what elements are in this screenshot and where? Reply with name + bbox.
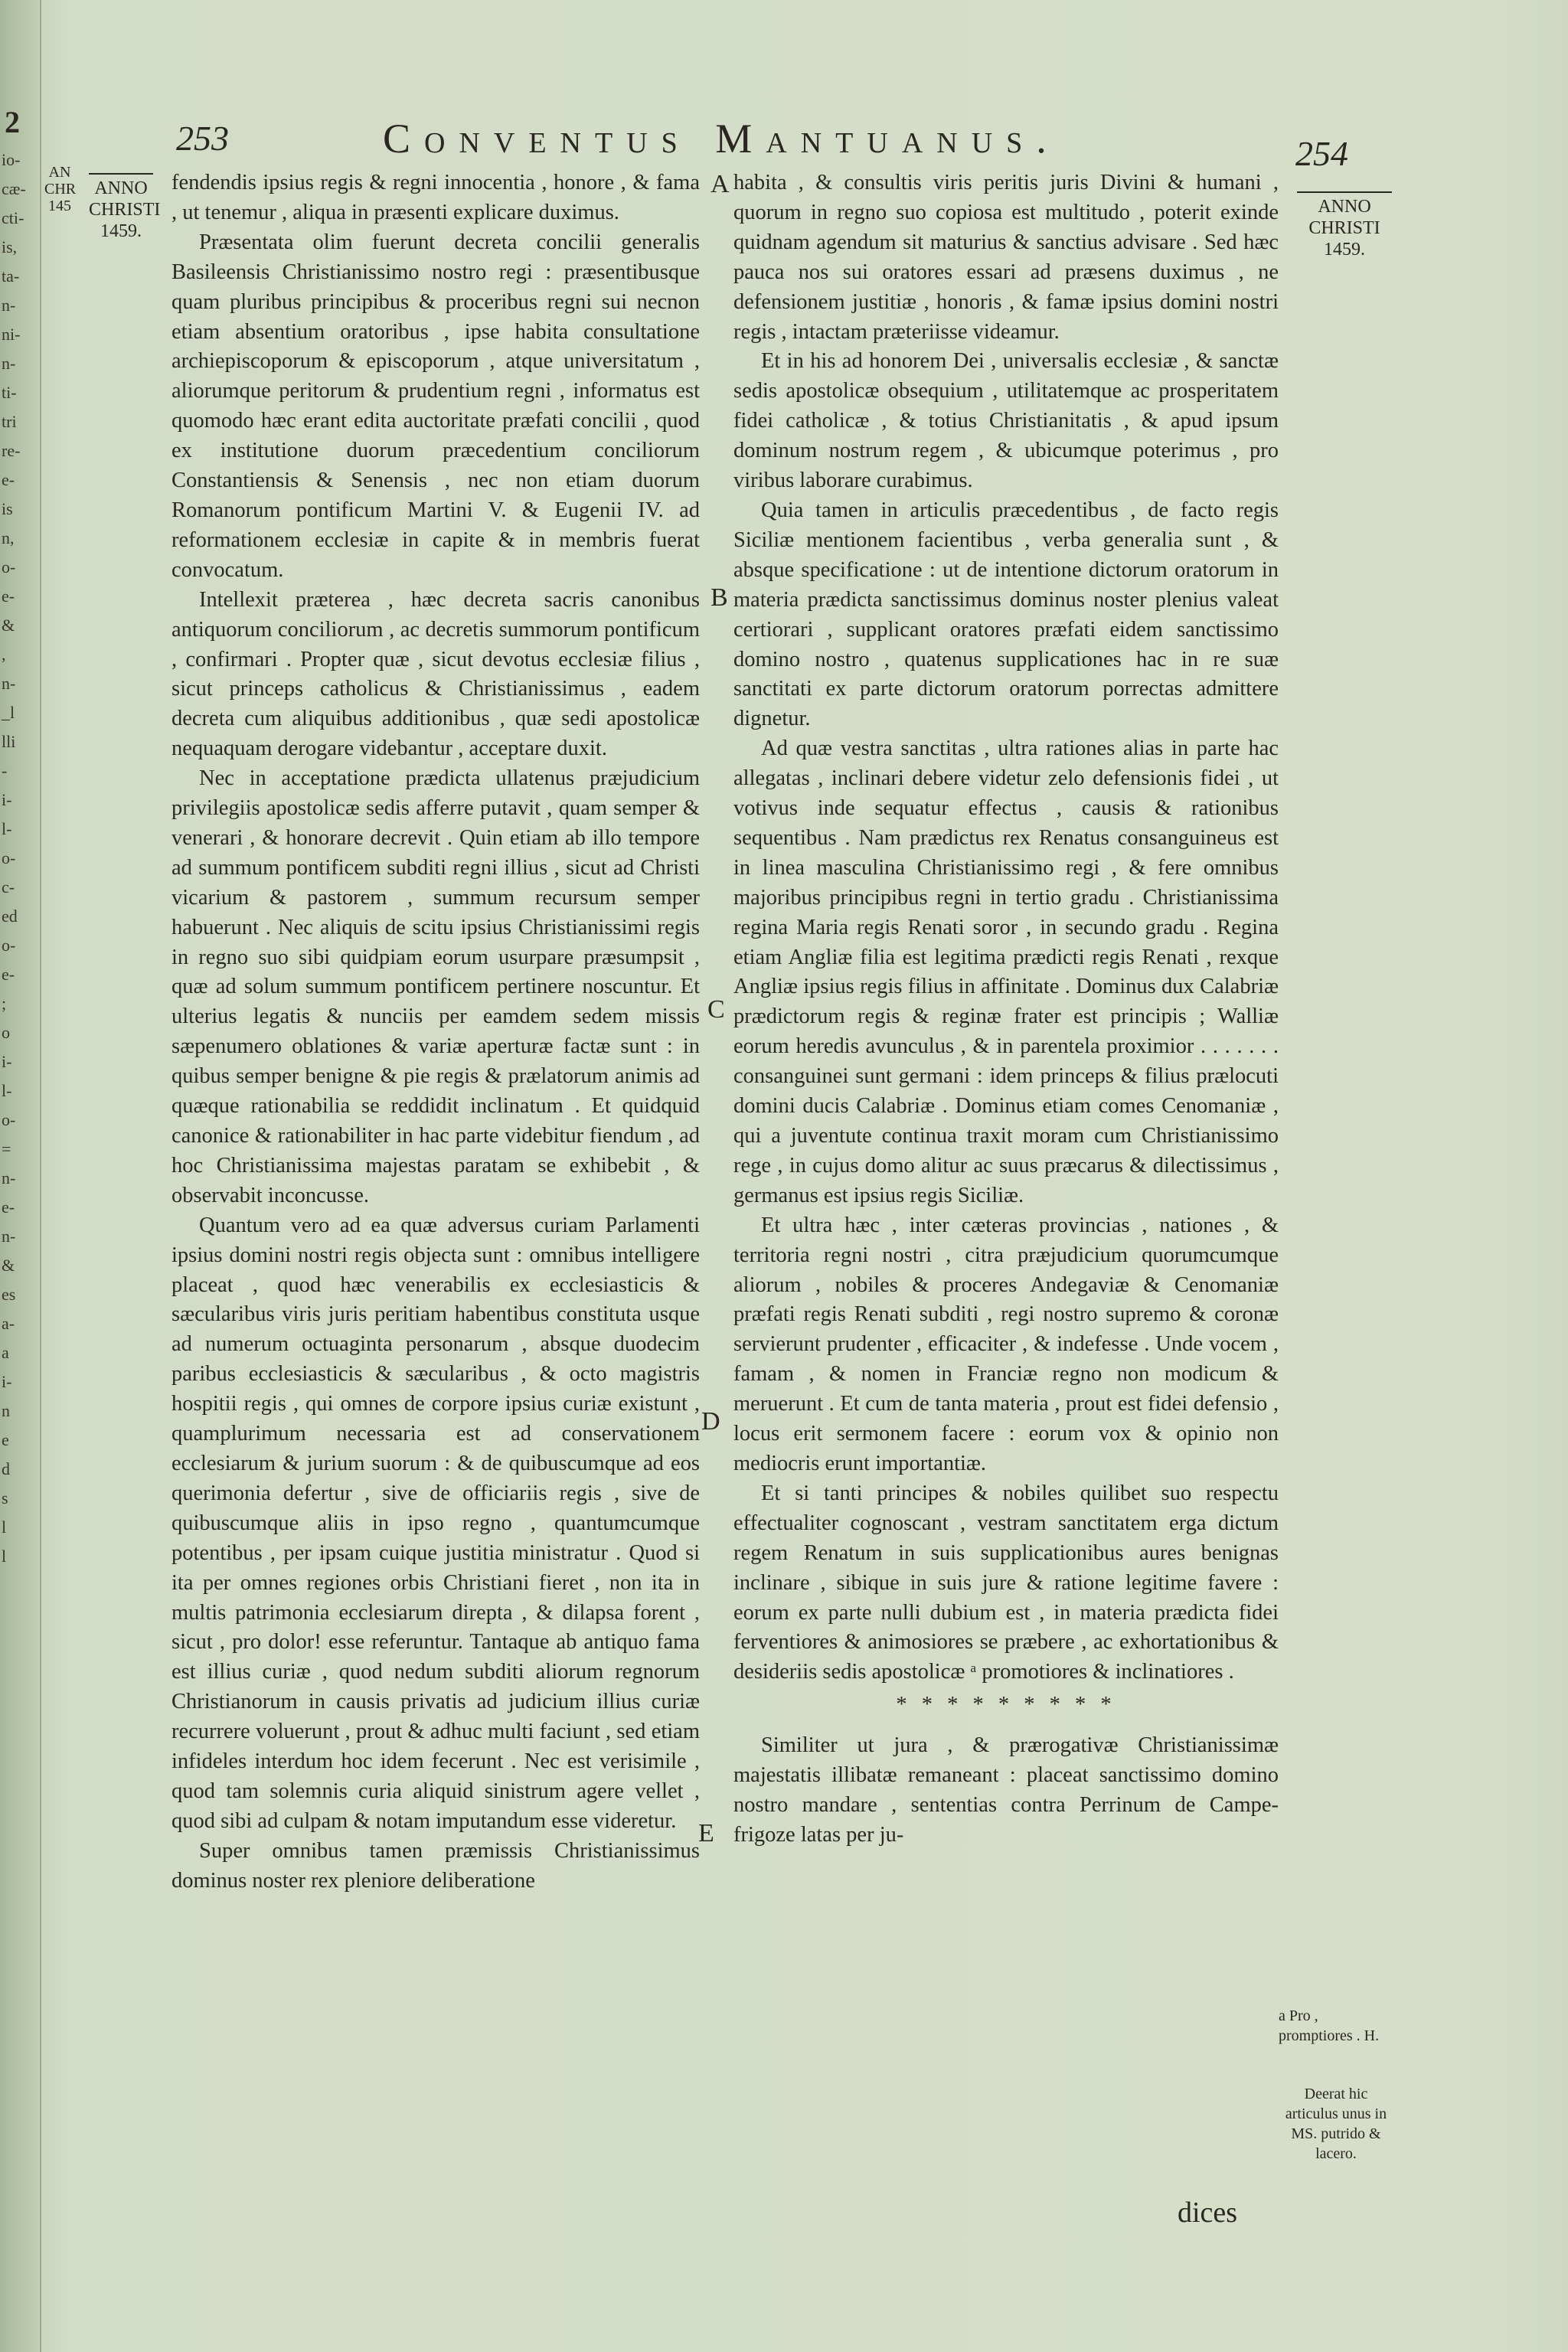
- previous-page-fragment: n: [2, 1401, 10, 1420]
- previous-page-fragment: l: [2, 1547, 7, 1566]
- section-letter-a: A: [710, 170, 730, 198]
- prev-anno: AN: [48, 164, 71, 181]
- prev-year: 145: [48, 198, 71, 214]
- previous-page-margin-year: [44, 164, 75, 214]
- previous-page-fragment: o-: [2, 557, 16, 577]
- previous-page-fragment: lli: [2, 732, 16, 751]
- previous-page-fragment: o-: [2, 936, 16, 955]
- previous-page-fragment: o-: [2, 848, 16, 867]
- previous-page-fragment: i-: [2, 790, 12, 809]
- previous-page-fragment: is,: [2, 237, 18, 256]
- left-text-column: [172, 168, 700, 1896]
- previous-page-fragment: i-: [2, 1052, 12, 1071]
- previous-page-fragment: ed: [2, 906, 18, 926]
- previous-page-fragment: a: [2, 1343, 9, 1362]
- previous-page-fragment: e-: [2, 965, 15, 984]
- previous-page-fragment: l-: [2, 1081, 12, 1100]
- year-label: 1459.: [1324, 240, 1365, 260]
- paragraph: habita , & consultis viris peritis juris Divini & humani , quorum in regno suo copiosa est multitudo , poterit exinde quidnam agendum sit maturius & sanctius advisare . Sed hæc pauca nos sui oratores essari ad præsens duximus , ne defensionem justitiæ , honoris , & famæ ipsius domini nostri regis , intactam præteriisse videamur.: [733, 171, 1279, 344]
- previous-page-fragment: &: [2, 616, 15, 635]
- lacuna-asterisks: * * * * * * * * *: [896, 1693, 1116, 1717]
- paragraph: Super omnibus tamen præmissis Christianissimus dominus noster rex pleniore deliberatione: [172, 1838, 700, 1893]
- previous-page-fragment: io-: [2, 150, 21, 169]
- previous-page-fragment: n-: [2, 296, 16, 315]
- margin-year-right: [1297, 191, 1392, 260]
- paragraph: Nec in acceptatione prædicta ullatenus præjudicium privilegiis apostolicæ sedis afferre putavit , quam semper & venerari , & honorare decrevit . Quin etiam ab illo tempore ad summum pontificem subditi regni illius , sicut ad Christi vicarium & pastorem , summum recursum semper habuerunt . Nec aliquis de scitu ipsius Christianissimi regis in regno suo sibi quidpiam eorum usurpare præsumpsit , quæ ad solum summum pontificem pertinere noscuntur. Et ulterius legatis & nunciis per eamdem sedem missis sæpenumero oblationes & variæ aperturæ factæ sunt : in quibus semper benigne & pie regis & prælatorum animis ad quæque rationabilia se reddidit inclinatum . Et quidquid canonice & rationabiliter in hac parte videbitur fiendum , ad hoc Christianissima majestas paratam se exhibebit , & observabit inconcusse.: [172, 766, 700, 1207]
- lacuna-note: Deerat hic articulus unus in MS. putrido & lacero.: [1285, 2086, 1387, 2162]
- section-letter-c: C: [707, 995, 725, 1024]
- anno-label: ANNO: [94, 178, 148, 198]
- footnote-a: a Pro , promptiores . H.: [1279, 2007, 1380, 2044]
- previous-page-fragment: d: [2, 1459, 10, 1478]
- paragraph: Et ultra hæc , inter cæteras provincias , nationes , & territoria regni nostri , citra præjudicium quorumcumque aliorum , nobiles & proceres Andegaviæ & Cenomaniæ præfati regis Renati subditi , regi nostro supremo & coronæ servierunt prudenter , efficaciter , & indefesse . Unde vocem , famam , & nomen in Franciæ regno non modicum & meruerunt . Et cum de tanta materia , prout est fidei defensio , locus erit sermonem facere : eorum vox & opinio non mediocris erunt importantiæ.: [733, 1213, 1279, 1475]
- previous-page-fragment: tri: [2, 412, 17, 431]
- previous-page-fragment: &: [2, 1256, 15, 1275]
- previous-page-fragment: cæ-: [2, 179, 26, 198]
- margin-year-left: [89, 173, 161, 242]
- prev-christi: CHR: [44, 181, 77, 198]
- previous-page-edge: [0, 0, 41, 2352]
- previous-page-fragment: n-: [2, 674, 16, 693]
- previous-page-fragment: e-: [2, 470, 15, 489]
- section-letter-d: D: [701, 1407, 720, 1436]
- paragraph: Præsentata olim fuerunt decreta concilii generalis Basileensis Christianissimo nostro regi : præsentibusque quam pluribus principibus & proceribus regni sui necnon etiam absentium oratoribus , ipse habita consultatione archiepiscoporum & episcoporum , atque universitatum , aliorumque peritorum & prudentium regni , informatus est quomodo hæc erant edita auctoritate præfati concilii , quod ex institutione duorum præcedentium conciliorum Constantiensis & Senensis , nec non etiam duorum Romanorum pontificum Martini V. & Eugenii IV. ad reformationem ecclesiæ in capite & in membris fuerat convocatum.: [172, 230, 700, 582]
- previous-page-fragment: e-: [2, 586, 15, 606]
- previous-page-fragment: i-: [2, 1372, 12, 1391]
- paragraph: Ad quæ vestra sanctitas , ultra rationes alias in parte hac allegatas , inclinari debere videtur zelo defensionis fidei , ut votivus inde sequatur effectus , causis & rationibus sequentibus . Nam prædictus rex Renatus consanguineus est in linea masculina Christianissimo regi , & fere omnibus majoribus principibus regni in tertio gradu . Christianissima regina Maria regis Renati soror , in secundo gradu . Regina etiam Angliæ filia est legitima prædicti regis Renati , rexque Angliæ ipsius regis filius in affinitate . Dominus dux Calabriæ prædictorum regis & reginæ frater est principis ; Walliæ eorum heredis avunculus , & in parentela proximior . . . . . . . consanguinei sunt germani : idem princeps & filius prælocuti domini ducis Calabriæ . Dominus etiam comes Cenomaniæ , qui a juventute continua traxit moram cum Christianissimo rege , in cujus domo alitur ac suus præcarus & dilectissimus , germanus est ipsius regis Siciliæ.: [733, 737, 1279, 1207]
- previous-page-fragment: ;: [2, 994, 7, 1013]
- paragraph: Quantum vero ad ea quæ adversus curiam Parlamenti ipsius domini nostri regis objecta sunt : omnibus intelligere placeat , quod hæc venerabilis ex ecclesiasticis & sæcularibus viris juris peritiam habentibus constituta usque ad numerum octuaginta personarum , absque duodecim paribus ecclesiasticis & sæcularibus , & octo magistris hospitii regis , qui omnes de corpore ipsius curiæ existunt , quamplurimum necessaria est ad conservationem ecclesiarum & jurium suorum : & de quibuscumque ad eos querimonia defertur , sive de officiariis regis , sive de quibuscumque aliis in ipso regno , quantumcumque potentibus , per ipsam cuique justitia ministratur . Quod si ita per omnes regiones orbis Christiani fieret , non ita in multis patrimonia ecclesiarum direpta , & dilapsa forent , sicut , pro dolor! esse referuntur. Tantaque ab antiquo fama est illius curiæ , quod nedum subditi aliorum regnorum Christianorum in causis privatis ad judicium illius curiæ recurrere voluerunt , prout & adhuc multi faciunt , sed etiam infideles interdum hoc idem fecerunt . Nec est verisimile , quod tam solemnis curia aliquid sinistrum agere vellet , quod sibi ad culpam & notam imputandum esse videretur.: [172, 1213, 700, 1833]
- section-letter-b: B: [710, 583, 728, 612]
- previous-page-fragment: =: [2, 1139, 11, 1158]
- previous-page-fragment: n,: [2, 528, 15, 547]
- previous-page-fragment: n-: [2, 1227, 16, 1246]
- left-page-number: 253: [176, 119, 229, 158]
- previous-page-fragment: s: [2, 1488, 8, 1508]
- paragraph: Similiter ut jura , & prærogativæ Christianissimæ majestatis illibatæ remaneant : placeat sanctissimo domino nostro mandare , sententias contra Perrinum de Campe-frigoze latas per ju-: [733, 1733, 1279, 1847]
- previous-page-fragment: l-: [2, 819, 12, 838]
- section-letter-e: E: [698, 1819, 714, 1847]
- catchword: dices: [1178, 2197, 1238, 2229]
- previous-page-fragment: e-: [2, 1197, 15, 1217]
- previous-page-fragment: ,: [2, 645, 6, 664]
- paragraph: fendendis ipsius regis & regni innocentia , honore , & fama , ut tenemur , aliqua in præsenti explicare duximus.: [172, 171, 700, 224]
- previous-page-fragment: n-: [2, 1168, 16, 1187]
- previous-page-fragment: re-: [2, 441, 21, 460]
- page-title: Conventus Mantuanus.: [383, 116, 1060, 162]
- paragraph: Quia tamen in articulis præcedentibus , de facto regis Siciliæ mentionem facientibus , verba generalia sunt , & absque specificatione : ut de intentione dictorum oratorum in materia prædicta sanctissimus dominus noster plenius valeat certiorari , supplicant oratores præfati eidem sanctissimo domino nostro , quatenus supplicationes hac in re suæ sanctitati ex parte dictorum oratorum porrectas admittere dignetur.: [733, 498, 1279, 731]
- christi-label: CHRISTI: [1308, 218, 1380, 238]
- previous-page-fragment: o-: [2, 1110, 16, 1129]
- previous-page-fragment: es: [2, 1285, 16, 1304]
- right-text-column: [733, 168, 1279, 1851]
- previous-page-fragment: cti-: [2, 208, 24, 227]
- previous-page-fragment: n-: [2, 354, 16, 373]
- previous-page-fragment: -: [2, 761, 8, 780]
- previous-page-fragment: _l: [2, 703, 15, 722]
- previous-page-fragment: a-: [2, 1314, 15, 1333]
- paragraph: Intellexit præterea , hæc decreta sacris canonibus antiquorum conciliorum , ac decretis summorum pontificum , confirmari . Propter quæ , sicut devotus ecclesiæ filius , sicut princeps catholicus & Christianissimus , eadem decreta cum aliquibus additionibus , quæ sedi apostolicæ nequaquam derogare videbantur , acceptare duxit.: [172, 587, 700, 761]
- running-head: [77, 115, 1531, 176]
- anno-label: ANNO: [1318, 197, 1371, 217]
- previous-page-number: 2: [5, 105, 20, 139]
- previous-page-fragment: ni-: [2, 325, 21, 344]
- previous-page-fragment: c-: [2, 877, 15, 897]
- previous-page-fragment: l: [2, 1517, 7, 1537]
- paragraph: Et si tanti principes & nobiles quilibet suo respectu effectualiter cognoscant , vestram sanctitatem erga dictum regem Renatum in suis supplicationibus aures benignas inclinare , sibique in suis jure & ratione legitime favere : eorum ex parte nulli dubium est , in materia prædicta fidei ferventiores & animosiores se præbere , ac exhortationibus & desideriis sedis apostolicæ ᵃ promotiores & inclinatiores .: [733, 1481, 1279, 1684]
- christi-label: CHRISTI: [89, 200, 161, 220]
- year-label: 1459.: [100, 221, 142, 241]
- previous-page-fragment: ti-: [2, 383, 17, 402]
- previous-page-fragment: e: [2, 1430, 9, 1449]
- right-page-number: 254: [1295, 134, 1348, 173]
- previous-page-fragment: is: [2, 499, 13, 518]
- previous-page-fragment: o: [2, 1023, 10, 1042]
- paragraph: Et in his ad honorem Dei , universalis ecclesiæ , & sanctæ sedis apostolicæ obsequium , utilitatemque ac prosperitatem fidei catholicæ , & totius Christianitatis , & apud ipsum dominum nostrum regem , & ubicumque poterimus , pro viribus laborare curabimus.: [733, 349, 1279, 493]
- previous-page-fragment: ta-: [2, 266, 20, 286]
